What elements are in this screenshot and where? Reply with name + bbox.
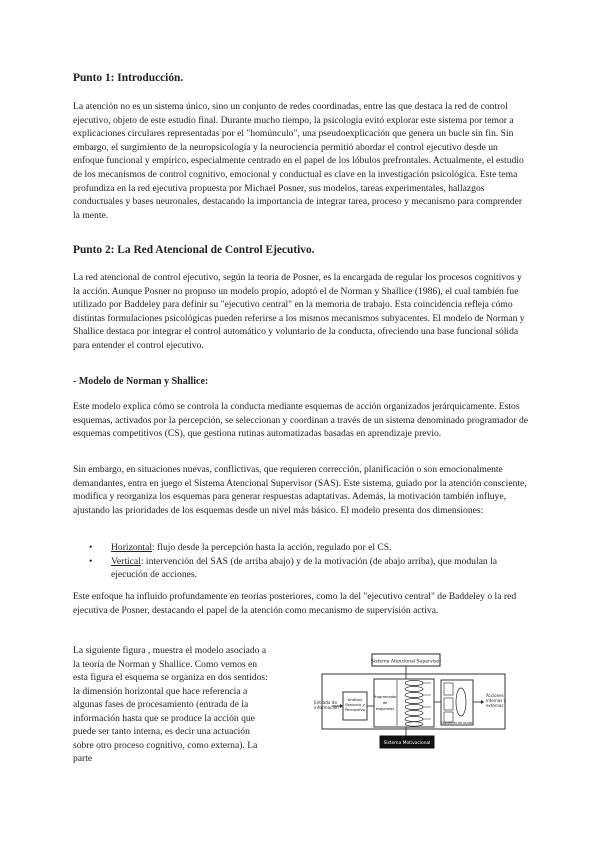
schema-box (441, 680, 473, 725)
arrow-head (481, 700, 484, 704)
dimensions-list (73, 541, 528, 582)
heading-introduccion: Punto 1: Introducción. (73, 72, 184, 84)
schema-ellipse (405, 698, 423, 703)
norman-shallice-figure (310, 652, 515, 752)
figure-description: La siguiente figura , muestra el modelo asociado a la teoría de Norman y Shallice. Como vemos en esta figura el esquema se organiza en dos sentidos: la dimensión horizontal que hace referencia a algunas fases de procesamiento (entrada de la información hasta que se produce la acción que puede ser tanto interna, es decir una actuación sobre otro proceso cognitivo, como externa). La parte (73, 645, 268, 764)
section2-paragraph: La red atencional de control ejecutivo, según la teoría de Posner, es la encargada de regular los procesos cognitivos y la acción. Aunque Posner no propuso un modelo propio, adoptó el de Norman y Shallice (1986), el cual también fue utilizado por Baddeley para definir su "ejecutivo central" en la memoria de trabajo. Esta coincidencia refleja cómo distintas formulaciones psicológicas pueden referirse a los mismos mecanismos subyacentes. El modelo de Norman y Shallice destaca por integrar el control automático y voluntario de la conducta, ofreciendo una base funcional sólida para entender el control ejecutivo. (73, 272, 525, 351)
cs-label-2: de (382, 701, 388, 705)
perception-label-2: Sensorio y (345, 702, 365, 707)
motivation-label: Sistema Motivacional (383, 741, 431, 746)
schema-ellipse (405, 680, 423, 685)
heading-red-atencional: Punto 2: La Red Atencional de Control Ejecutivo. (73, 244, 315, 256)
bullet-term-vertical: Vertical (111, 555, 141, 567)
model-paragraph-1: Este modelo explica cómo se controla la conducta mediante esquemas de acción organizados jerárquicamente. Estos esquemas, activados por la percepción, se seleccionan y coordinan a través de un sistema denominado programador de esquemas competitivos (CS), que gestiona rutinas automatizadas basadas en aprendizaje previo. (73, 401, 529, 440)
list-item (73, 555, 528, 582)
schema-ellipse (405, 722, 423, 726)
model-paragraph-2: Sin embargo, en situaciones nuevas, conflictivas, que requieren corrección, planificación o son emocionalmente demandantes, entra en juego el Sistema Atencional Supervisor (SAS). Este sistema, guiado por la atención consciente, modifica y reorganiza los esquemas para generar respuestas adaptativas. Además, la motivación también influye, ajustando las prioridades de los esquemas desde un nivel más básico. El modelo presenta dos dimensiones: (73, 464, 527, 516)
schema-ellipse (405, 710, 423, 715)
sas-label: Sistema Atencional Supervisor (370, 659, 442, 665)
cs-label-3: esquemas (375, 707, 395, 711)
output-label-2: internas y (486, 698, 506, 703)
bullet-text: : intervención del SAS (de arriba abajo) y de la motivación (de abajo arriba), que modulan la ejecución de acciones. (111, 555, 498, 581)
bullet-text: : flujo desde la percepción hasta la acción, regulado por el CS. (152, 542, 392, 553)
closing-paragraph: Este enfoque ha influido profundamente en teorías posteriores, como la del "ejecutivo central" de Baddeley o la red ejecutiva de Posner, destacando el papel de la atención como mecanismo de supervisión activa. (73, 591, 517, 616)
schema-ellipses (405, 680, 423, 726)
schema-ellipse (405, 716, 423, 721)
list-item (73, 541, 528, 555)
perception-label-3: Perceptivo (345, 707, 365, 712)
output-label-3: externas (486, 703, 504, 708)
subheading-modelo: - Modelo de Norman y Shallice: (73, 376, 209, 387)
cs-label-1: Programador (373, 695, 397, 699)
perception-label-1: Análisis (347, 697, 363, 702)
schema-label: Esquemas de acción (440, 721, 474, 725)
bullet-term-horizontal: Horizontal (111, 542, 153, 553)
input-label-1: Entrada de (314, 700, 338, 705)
schema-ellipse (405, 686, 423, 691)
arrow-head (340, 704, 343, 708)
schema-ellipse (405, 704, 423, 709)
output-label-1: Acciones (486, 693, 504, 698)
model-diagram (310, 652, 515, 752)
schema-ellipse (405, 692, 423, 697)
intro-paragraph: La atención no es un sistema único, sino un conjunto de redes coordinadas, entre las que destaca la red de control ejecutivo, objeto de este estudio final. Durante mucho tiempo, la psicología evitó explorar este sistema por temor a explicaciones circulares representadas por el "homúnculo", una pseudoexplicación que genera un bucle sin fin. Sin embargo, el surgimiento de la neuropsicología y la neurociencia permitió abordar el control ejecutivo desde un enfoque funcional y empírico, especialmente centrado en el papel de los lóbulos prefrontales. Actualmente, el estudio de los mecanismos de control cognitivo, emocional y conductual es clave en la investigación psicológica. Este tema profundiza en la red ejecutiva propuesta por Michael Posner, sus modelos, tareas experimentales, hallazgos conductuales y bases neuronales, destacando la importancia de integrar tarea, proceso y mecanismo para comprender la mente. (73, 101, 524, 221)
input-label-2: información (314, 705, 339, 710)
